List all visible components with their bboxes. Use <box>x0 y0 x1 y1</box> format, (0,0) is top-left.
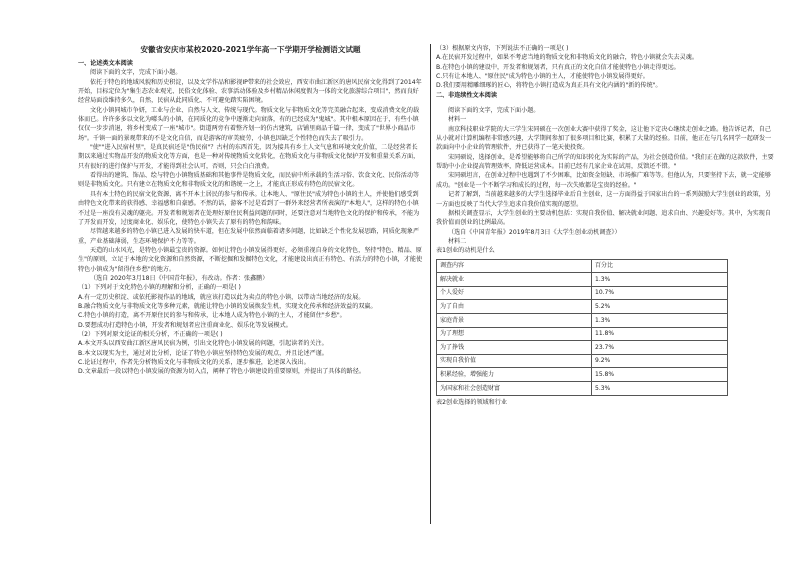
answer-option: B.在特色小镇的建设中，开发者和规划者，只有真正的文化自信才能使特色小镇走得更远。 <box>436 63 680 71</box>
exam-title: 安徽省安庆市某校2020-2021学年高一下学期开学检测语文试题 <box>140 45 361 54</box>
question-3: （3）根据原文内容，下列说法不正确的一项是( ) <box>436 45 569 52</box>
table-header-cell: 百分比 <box>592 259 728 273</box>
material-paragraph: 宋同硕坦言，在创业过程中也遇到了不少困难，比如资金短缺、市场推广难等等。但他认为，只要坚持下去，就一定能够成功。"创业是一个不断学习和成长的过程，每一次失败都是宝贵的经验。" <box>436 172 771 189</box>
table-header-cell: 调查内容 <box>437 259 592 273</box>
answer-option: B.融合物质文化与非物质文化等多种元素，就能让特色小镇的发展焕发生机，实现文化传承和经济效益的双赢。 <box>78 302 377 310</box>
table-cell-item: 为了挣钱 <box>437 341 592 355</box>
table-row <box>437 300 728 314</box>
answer-option: C.论证过程中，作者先分析物质文化与非物质文化的关系，逐步推进，论述深入浅出。 <box>78 359 310 366</box>
question-1: （1）下列对于文化特色小镇的理解和分析，正确的一项是( ) <box>78 284 241 292</box>
table-cell-percent: 1.3% <box>592 313 728 327</box>
table-cell-percent: 5.3% <box>592 381 728 395</box>
table-row <box>437 381 728 395</box>
table-row <box>437 368 728 382</box>
table-cell-item: 积累经验，增强能力 <box>437 368 592 382</box>
table-cell-item: 为了自由 <box>437 300 592 314</box>
table-cell-item: 解决就业 <box>437 273 592 287</box>
answer-option: C.特色小镇的打造，离不开原住民的参与和传承，让本地人成为特色小镇的主人，才能留住"乡愁"。 <box>78 312 346 320</box>
table-cell-percent: 10.7% <box>592 286 728 300</box>
answer-option: D.要想成功打造特色小镇，开发者和规划者应注重商业化、娱乐化等发展模式。 <box>78 321 292 329</box>
table-cell-percent: 11.8% <box>592 327 728 341</box>
material-1-body <box>436 125 774 228</box>
answer-option: A.本文开头以西安曲江新区唐风民宿为例，引出文化特色小镇发展的问题，引起读者的关注。 <box>78 340 328 348</box>
article-paragraph: 天造的山水风光，是特色小镇最宝贵的资源。如何让特色小镇发展得更好，必须重视自身的文化特色，坚持"特色、精品、原生"的原则，立足于本地的文化资源和自然资源，不断挖掘和发掘特色文化，才能建设出真正有特色、有活力的特色小镇，才能使特色小镇成为"留得住乡愁"的地方。 <box>78 246 423 273</box>
material-paragraph: 宋同硕说，选择创业，是希望能够将自己所学的知识转化为实际的产品，为社会创造价值。"我们正在做的这款软件，主要帮助中小企业提高管理效率，降低运营成本。目前已经有几家企业在试用，反馈还不错。" <box>436 153 774 171</box>
table-cell-percent: 5.2% <box>592 300 728 314</box>
table-1-caption: 表1创业的动机是什么 <box>436 247 495 255</box>
material-paragraph: 据相关调查显示，大学生创业的主要动机包括：实现自我价值、解决就业问题、追求自由、兴趣爱好等。其中，为实现自我价值而创业的比例最高。 <box>436 209 771 227</box>
answer-option: A.有一定历史积淀、或依托影视作品的地域，就应该打造以此为卖点的特色小镇，以带动当地经济的发展。 <box>78 293 365 301</box>
question-3-options <box>436 53 774 90</box>
motivation-table <box>436 259 728 396</box>
table-cell-percent: 9.2% <box>592 354 728 368</box>
table-cell-item: 为了理想 <box>437 327 592 341</box>
article-paragraph: 看得出的建筑、饰品、绘与特色小镇物质基础和其他事件是物质文化，而民宿中所承载的生活习俗、饮食文化、民俗活动等则是非物质文化。只有建立在物质文化和非物质文化的和谐统一之上，才能真正形成有特色的民宿文化。 <box>78 172 420 189</box>
question-2: （2）下列对原文论证的相关分析，不正确的一项是( ) <box>78 330 223 338</box>
table-cell-percent: 15.8% <box>592 368 728 382</box>
table-row <box>437 313 728 327</box>
answer-option: D.文章最后一段以特色小镇发展的资源为切入点，阐释了特色小镇建设的重要原则，并提出了具体的路径。 <box>78 368 365 376</box>
material-1-label: 材料一 <box>448 116 467 124</box>
question-2-options <box>78 339 423 376</box>
answer-option: B.本文以现实为主，通过对比分析，论证了特色小镇应坚持特色发展的观点，并且论述严谨。 <box>78 349 328 357</box>
table-2-caption: 表2创业选择的领域和行业 <box>436 398 507 406</box>
table-row <box>437 273 728 287</box>
article-paragraph: 文化小镇同城市争妍，工业与企业、自然与人文、传统与现代。物质文化与非物质文化等完美融合起来，变成消费文化的载体而已。许许多多以文化为噱头的小镇，在同质化的竞争中逐渐走向衰落，有的已经成为"鬼城"。其中根本原因在于，有些小镇仅仅一步步消退，将乡村变成了一座"城市"。街道两旁有着整齐划一的仿古建筑，店铺里商品千篇一律，变成了"世界小商品市场"。千镇一面的景观带来的不是文化自信，而是游客的审美疲劳，小镇也因缺乏个性特色而失去了吸引力。 <box>78 106 420 142</box>
reading-instruction: 阅读下面的文字，完成下面小题。 <box>90 69 182 77</box>
article-paragraph: 依托于特色的地域风貌和历史积淀，以及文学作品和影视IP带来的社会效应，西安市曲江新区的唐风民宿文化得到了2014年开始，目标定位为"集生态农业观光、民俗文化体验、农事活动体验及乡村精品休闲度假为一体的文化旅游综合项目"，然而良好经营局面没维持多久，自然，民宿从此同质化、不可避免踏实陷困境。 <box>78 78 422 105</box>
table-row <box>437 286 728 300</box>
article-paragraph: "使""进入民宿村里"，是真民宿还是"伪民宿"？古村的东西首先，因为接具有乡土人文气息和环境文化价值，二是经营者长期以来通过实物品开发的物质文化等方面，也是一种对传统物质文化转化，在物质文化与非物质文化保护开发和重量关系方面，只有很好的进行保护与开发，才能得到社会认可，否则，只会白白浪费。 <box>78 144 420 170</box>
table-row <box>437 341 728 355</box>
table-cell-item: 实现自我价值 <box>437 354 592 368</box>
left-column <box>78 59 423 377</box>
table-cell-percent: 1.3% <box>592 273 728 287</box>
section-heading-2: 二、非连续性文本阅读 <box>436 91 497 99</box>
column-divider <box>430 44 431 524</box>
material-2-label: 材料二 <box>448 237 467 245</box>
article-paragraph: 尽管越来越多的特色小镇已进入发展的快车道，但在发展中依然面临着诸多问题，比如缺乏个性化发展思路，同质化现象严重，产业基础薄弱，生态环境保护不力等等。 <box>78 228 420 245</box>
answer-option: D.我们要用精雕细琢的匠心，将特色小镇打造成为真正具有文化内涵的"新的传统"。 <box>436 82 662 90</box>
article-paragraph: 具有本土特色的民宿文化资源，离不开本土居民的参与和传承。让本地人、"原住民"成为特色小镇的主人，并使他们感受到由特色文化带来的获得感、幸福感和自豪感。不然的话，游客不过是看到了一群外来经营者所表演的"本地人"，这样的特色小镇不过是一座没有灵魂的躯壳。开发者和规划者在处理好原住民利益问题的同时，还要注意对当地特色文化的保护和传承，不能为了开发而开发，过度商业化、娱乐化，使特色小镇失去了原有的特色和韵味。 <box>78 190 420 226</box>
reading-instruction-2: 阅读下面的文字，完成下面小题。 <box>448 107 540 115</box>
material-paragraph: 南京科技职业学院的大三学生宋同硕在一次创业大赛中获得了奖金，这让他下定决心继续走创业之路。他告诉记者，自己从小就对计算机编程非常感兴趣，大学期间参加了很多项目和比赛，积累了大量的经验。目前，他正在与几名同学一起研发一款面向中小企业的管理软件，并已获得了一笔天使投资。 <box>436 125 772 152</box>
table-header-row <box>437 259 728 273</box>
answer-option: C.只有让本地人、"原住民"成为特色小镇的主人，才能使特色小镇发展得更好。 <box>436 73 649 81</box>
article-source: （选自 2020年3月18日《中国青年报》，有改动。作者：张鑫鹏） <box>90 274 269 282</box>
question-1-options <box>78 293 423 330</box>
answer-option: A.在民宿开发过程中，如果不考虑当地的物质文化和非物质文化的融合，特色小镇就会失去灵魂。 <box>436 54 698 62</box>
article-body <box>78 78 423 274</box>
section-heading-1: 一、论述类文本阅读 <box>78 60 133 67</box>
table-cell-item: 个人爱好 <box>437 286 592 300</box>
table-row <box>437 354 728 368</box>
table-cell-percent: 23.7% <box>592 341 728 355</box>
table-row <box>437 327 728 341</box>
material-paragraph: 记者了解到，当前越来越多的大学生选择毕业后自主创业，这一方面得益于国家出台的一系列鼓励大学生创业的政策，另一方面也反映了当代大学生追求自我价值实现的愿望。 <box>436 191 771 208</box>
table-cell-item: 为国家和社会创造财富 <box>437 381 592 395</box>
right-column <box>436 44 774 407</box>
material-1-source: （选自《中国青年报》2019年8月3日《大学生创业动机调查》） <box>448 228 621 236</box>
table-cell-item: 家庭背景 <box>437 313 592 327</box>
